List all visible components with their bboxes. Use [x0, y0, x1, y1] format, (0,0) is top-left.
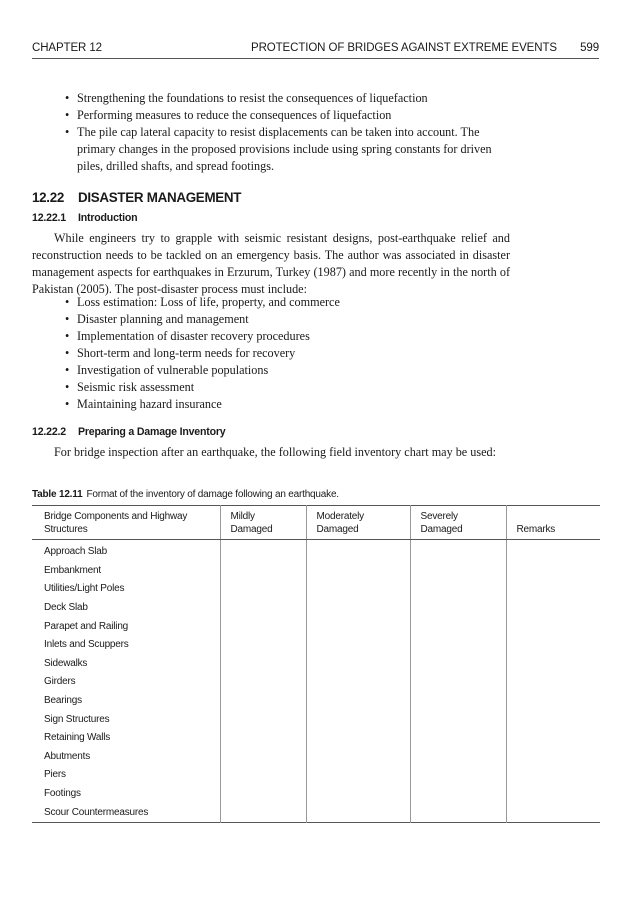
moderately-damaged-cell[interactable]: [306, 729, 410, 748]
mildly-damaged-cell[interactable]: [220, 692, 306, 711]
section-number: 12.22: [32, 190, 65, 205]
subsection-title: Introduction: [78, 212, 138, 224]
severely-damaged-cell[interactable]: [410, 562, 506, 581]
moderately-damaged-cell[interactable]: [306, 803, 410, 822]
section-title: DISASTER MANAGEMENT: [78, 190, 242, 205]
mildly-damaged-cell[interactable]: [220, 580, 306, 599]
list-item: • Implementation of disaster recovery procedures: [65, 328, 511, 345]
severely-damaged-cell[interactable]: [410, 599, 506, 618]
component-name-cell: Footings: [44, 788, 81, 800]
remarks-cell[interactable]: [506, 655, 600, 674]
column-header-moderately-damaged: Moderately Damaged: [306, 506, 410, 540]
mildly-damaged-cell[interactable]: [220, 748, 306, 767]
subsection-number: 12.22.2: [32, 426, 66, 438]
column-header-severely-damaged: Severely Damaged: [410, 506, 506, 540]
severely-damaged-cell[interactable]: [410, 748, 506, 767]
intro-paragraph: [32, 230, 510, 298]
mildly-damaged-cell[interactable]: [220, 729, 306, 748]
remarks-cell[interactable]: [506, 692, 600, 711]
page-number: 599: [580, 42, 599, 54]
moderately-damaged-cell[interactable]: [306, 710, 410, 729]
remarks-cell[interactable]: [506, 599, 600, 618]
severely-damaged-cell[interactable]: [410, 655, 506, 674]
moderately-damaged-cell[interactable]: [306, 636, 410, 655]
table-caption: [32, 489, 339, 500]
severely-damaged-cell[interactable]: [410, 540, 506, 562]
moderately-damaged-cell[interactable]: [306, 617, 410, 636]
subsection-heading-damage-inventory: [32, 426, 225, 438]
severely-damaged-cell[interactable]: [410, 803, 506, 822]
component-name-cell: Embankment: [44, 564, 101, 576]
remarks-cell[interactable]: [506, 710, 600, 729]
mildly-damaged-cell[interactable]: [220, 673, 306, 692]
column-header-components: Bridge Components and Highway Structures: [32, 506, 220, 540]
list-item: • Maintaining hazard insurance: [65, 396, 511, 413]
severely-damaged-cell[interactable]: [410, 729, 506, 748]
severely-damaged-cell[interactable]: [410, 617, 506, 636]
component-name-cell: Sidewalks: [44, 657, 88, 669]
moderately-damaged-cell[interactable]: [306, 540, 410, 562]
component-name-cell: Abutments: [44, 750, 91, 762]
list-item: • Loss estimation: Loss of life, property, and commerce: [65, 294, 511, 311]
mildly-damaged-cell[interactable]: [220, 540, 306, 562]
moderately-damaged-cell[interactable]: [306, 785, 410, 804]
mildly-damaged-cell[interactable]: [220, 785, 306, 804]
subsection-heading-introduction: [32, 212, 137, 224]
severely-damaged-cell[interactable]: [410, 766, 506, 785]
severely-damaged-cell[interactable]: [410, 673, 506, 692]
table-label: Table 12.11: [32, 489, 83, 500]
table-header-row: [32, 506, 600, 540]
list-item: • Seismic risk assessment: [65, 379, 511, 396]
table-row: [32, 692, 600, 711]
remarks-cell[interactable]: [506, 636, 600, 655]
liquefaction-bullet-list: [65, 90, 511, 175]
table-row: [32, 766, 600, 785]
table-row: [32, 729, 600, 748]
column-header-remarks: Remarks: [506, 506, 600, 540]
moderately-damaged-cell[interactable]: [306, 655, 410, 674]
moderately-damaged-cell[interactable]: [306, 599, 410, 618]
moderately-damaged-cell[interactable]: [306, 562, 410, 581]
damage-inventory-table: [32, 505, 600, 823]
mildly-damaged-cell[interactable]: [220, 710, 306, 729]
table-body: [32, 540, 600, 823]
table-row: [32, 599, 600, 618]
severely-damaged-cell[interactable]: [410, 785, 506, 804]
component-name-cell: Approach Slab: [44, 546, 108, 558]
list-item: • Performing measures to reduce the consequences of liquefaction: [65, 107, 511, 124]
running-title: PROTECTION OF BRIDGES AGAINST EXTREME EVENTS: [251, 42, 557, 54]
severely-damaged-cell[interactable]: [410, 580, 506, 599]
severely-damaged-cell[interactable]: [410, 636, 506, 655]
table-row: [32, 803, 600, 822]
remarks-cell[interactable]: [506, 580, 600, 599]
remarks-cell[interactable]: [506, 562, 600, 581]
post-disaster-process-list: [65, 294, 511, 413]
mildly-damaged-cell[interactable]: [220, 655, 306, 674]
component-name-cell: Piers: [44, 769, 66, 781]
moderately-damaged-cell[interactable]: [306, 692, 410, 711]
component-name-cell: Inlets and Scuppers: [44, 639, 129, 651]
list-item: • Strengthening the foundations to resist the consequences of liquefaction: [65, 90, 511, 107]
severely-damaged-cell[interactable]: [410, 710, 506, 729]
table-row: [32, 636, 600, 655]
table-row: [32, 540, 600, 562]
component-name-cell: Bearings: [44, 695, 82, 707]
table-row: [32, 562, 600, 581]
component-name-cell: Retaining Walls: [44, 732, 111, 744]
moderately-damaged-cell[interactable]: [306, 766, 410, 785]
remarks-cell[interactable]: [506, 748, 600, 767]
table-row: [32, 785, 600, 804]
severely-damaged-cell[interactable]: [410, 692, 506, 711]
table-caption-text: Format of the inventory of damage following an earthquake.: [86, 489, 339, 500]
mildly-damaged-cell[interactable]: [220, 617, 306, 636]
table-row: [32, 748, 600, 767]
subsection-title: Preparing a Damage Inventory: [78, 426, 226, 438]
moderately-damaged-cell[interactable]: [306, 673, 410, 692]
mildly-damaged-cell[interactable]: [220, 766, 306, 785]
table-row: [32, 673, 600, 692]
mildly-damaged-cell[interactable]: [220, 803, 306, 822]
moderately-damaged-cell[interactable]: [306, 748, 410, 767]
component-name-cell: Girders: [44, 676, 76, 688]
remarks-cell[interactable]: [506, 766, 600, 785]
list-item: • Investigation of vulnerable populations: [65, 362, 511, 379]
component-name-cell: Scour Countermeasures: [44, 806, 149, 818]
inventory-paragraph: [32, 444, 510, 461]
mildly-damaged-cell[interactable]: [220, 636, 306, 655]
column-header-mildly-damaged: Mildly Damaged: [220, 506, 306, 540]
component-name-cell: Deck Slab: [44, 602, 88, 614]
remarks-cell[interactable]: [506, 803, 600, 822]
component-name-cell: Utilities/Light Poles: [44, 583, 125, 595]
remarks-cell[interactable]: [506, 673, 600, 692]
table-row: [32, 710, 600, 729]
list-item: • The pile cap lateral capacity to resist displacements can be taken into account. The primary changes in the proposed provisions include using spring constants for driven piles, drilled shafts, and spread footings.: [65, 124, 511, 175]
table-row: [32, 655, 600, 674]
chapter-label: CHAPTER 12: [32, 42, 102, 54]
subsection-number: 12.22.1: [32, 212, 66, 224]
table-row: [32, 617, 600, 636]
component-name-cell: Sign Structures: [44, 713, 110, 725]
remarks-cell[interactable]: [506, 540, 600, 562]
intro-paragraph-text: While engineers try to grapple with seismic resistant designs, post-earthquake relief and reconstruction needs to be tackled on an emergency basis. The author was associated in disaster management aspects for earthquakes in Erzurum, Turkey (1987) and more recently in the north of Pakistan (2005). The post-disaster process must include:: [32, 231, 510, 296]
remarks-cell[interactable]: [506, 785, 600, 804]
table-row: [32, 580, 600, 599]
section-heading: [32, 190, 241, 205]
running-header: [32, 42, 599, 59]
moderately-damaged-cell[interactable]: [306, 580, 410, 599]
list-item: • Disaster planning and management: [65, 311, 511, 328]
mildly-damaged-cell[interactable]: [220, 562, 306, 581]
remarks-cell[interactable]: [506, 617, 600, 636]
list-item: • Short-term and long-term needs for recovery: [65, 345, 511, 362]
remarks-cell[interactable]: [506, 729, 600, 748]
mildly-damaged-cell[interactable]: [220, 599, 306, 618]
component-name-cell: Parapet and Railing: [44, 620, 129, 632]
inventory-paragraph-text: For bridge inspection after an earthquake, the following field inventory chart may be used:: [54, 445, 496, 459]
